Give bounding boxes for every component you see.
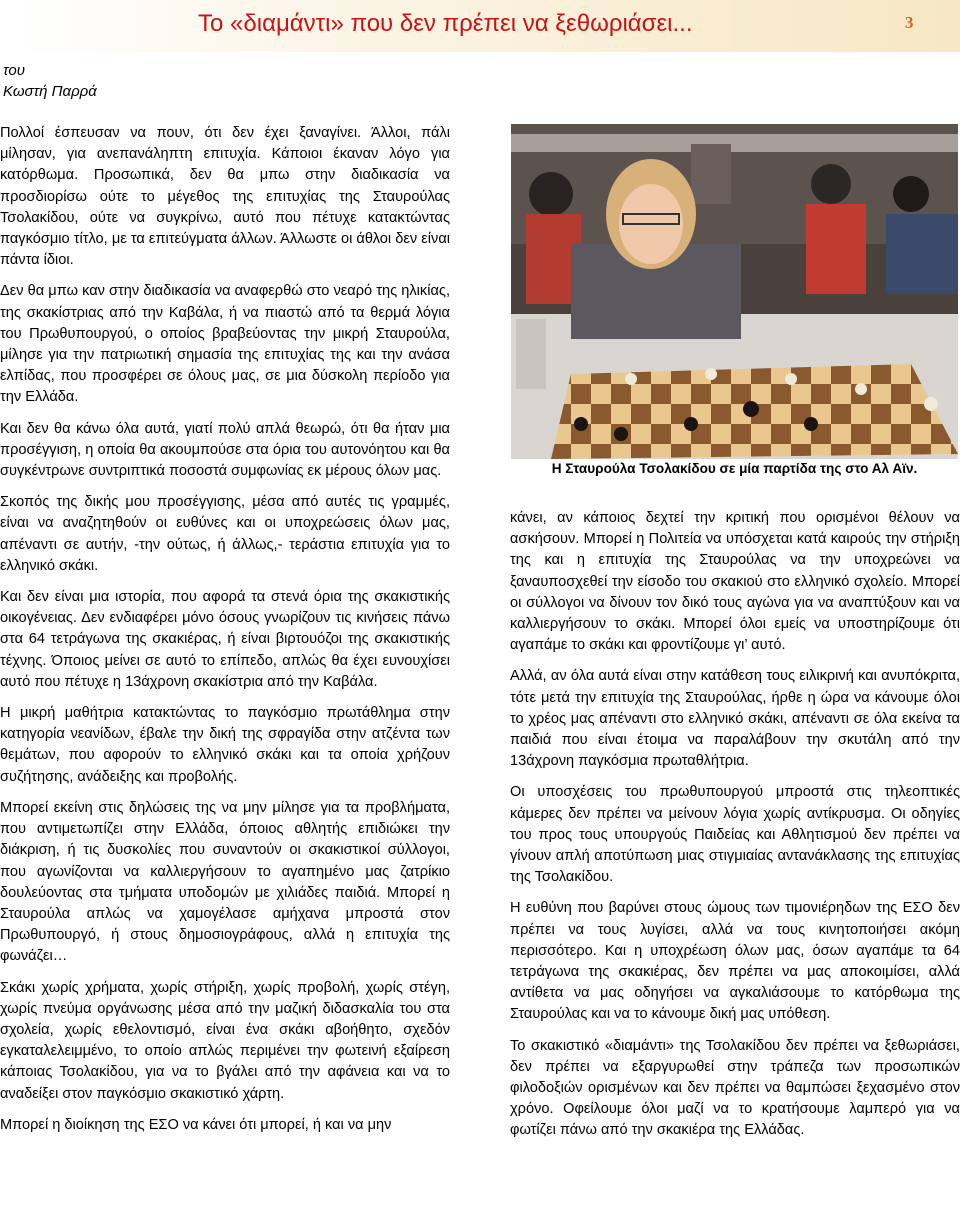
paragraph: Οι υποσχέσεις του πρωθυπουργού μπροστά στις τηλεοπτικές κάμερες δεν πρέπει να μείνουν λόγια χωρίς αντίκρυσμα. Οι οδηγίες του προς τους υπουργούς Παιδείας και Αθλητισμού δεν πρέπει να γίνουν απλή αποτύπωση μιας στιγμιαίας αντανάκλασης της επιτυχίας της Τσολακίδου. — [510, 784, 960, 886]
chess-photo — [511, 124, 958, 459]
paragraph: Μπορεί εκείνη στις δηλώσεις της να μην μίλησε για τα προβλήματα, που αντιμετωπίζει στην Ελλάδα, όποιος αθλητής επιδιώκει την διάκριση, ή τις δυσκολίες που συναντούν οι σκακιστικοί σύλλογοι, που αγωνίζονται να καλλιεργήσουν το αγαπημένο μας ζατρίκιο δουλεύοντας στα τμήματα υποδομών με χιλιάδες παιδιά. Μπορεί η Σταυρούλα απλώς να χαμογέλασε αμήχανα μπροστά στον Πρωθυπουργό, ή στους δημοσιογράφους, αλλά η επιτυχία της φωνάζει… — [0, 799, 450, 965]
paragraph: Πολλοί έσπευσαν να πουν, ότι δεν έχει ξαναγίνει. Άλλοι, πάλι μίλησαν, για ανεπανάληπτη επιτυχία. Κάποιοι έκαναν λόγο για κατόρθωμα. Προσωπικά, δεν θα μπω στην διαδικασία να προσδιορίσω ούτε το μέγεθος της επιτυχίας της Σταυρούλας Τσολακίδου, ούτε να συγκρίνω, αυτό που πέτυχε κατακτώντας παγκόσμιο τίτλο, με τα επιτεύγματα άλλων. Άλλωστε οι άθλοι δεν είναι πάντα ίδιοι. — [0, 125, 450, 269]
paragraph: Και δεν θα κάνω όλα αυτά, γιατί πολύ απλά θεωρώ, ότι θα ήταν μια προσέγγιση, η οποία θα ακουμπούσε στα όρια του αυτονόητου και θα συγκέντρωνε συντριπτικά ποσοστά συμφωνίας εκ μέρους όλων μας. — [0, 420, 450, 480]
paragraph: Δεν θα μπω καν στην διαδικασία να αναφερθώ στο νεαρό της ηλικίας, της σκακίστριας από την Καβάλα, ή να πιαστώ από τα θερμά λόγια του Πρωθυπουργού, ο οποίος βραβεύοντας την μικρή Σταυρούλα, μίλησε για την πατριωτική σημασία της επιτυχίας της και την ανάσα ελπίδας, που προσφέρει σε όλους μας, σε μια δύσκολη περίοδο για την Ελλάδα. — [0, 283, 450, 406]
paragraph: Σκάκι χωρίς χρήματα, χωρίς στήριξη, χωρίς προβολή, χωρίς στέγη, χωρίς πνεύμα οργάνωσης μέσα από την μαζική διδασκαλία του στα σχολεία, χωρίς εθελοντισμό, είναι ένα σκάκι αβοήθητο, σχεδόν εγκαταλελειμμένο, το οποίο απλώς περιμένει την φωτεινή εξαίρεση κάποιας Τσολακίδου, για να το βγάλει από την αφάνεια και να το αναδείξει στον παγκόσμιο σκακιστικό χάρτη. — [0, 979, 450, 1102]
paragraph: Αλλά, αν όλα αυτά είναι στην κατάθεση τους ειλικρινή και ανυπόκριτα, τότε μετά την επιτυχία της Σταυρούλας, ήρθε η ώρα να κάνουμε όλοι το χρέος μας απέναντι στο ελληνικό σκάκι, απέναντι σε όλα εκείνα τα παιδιά που είναι έτοιμα να παραλάβουν την σκυτάλη από την 13άχρονη παγκόσμια πρωταθλήτρια. — [510, 668, 960, 770]
page-number: 3 — [905, 13, 914, 32]
author-name: Κωστή Παρρά — [3, 83, 97, 100]
article-column-left — [0, 123, 450, 1146]
paragraph: Η ευθύνη που βαρύνει στους ώμους των τιμονιέρηδων της ΕΣΟ δεν πρέπει να τους λυγίσει, αλλά να τους κινητοποιήσει ακόμη περισσότερο. Και η υποχρέωση όλων μας, όσων αγαπάμε τα 64 τετράγωνα της σκακιέρας, δεν πρέπει να μας αποκοιμίσει, αλλά αντίθετα να μας οδηγήσει να αγκαλιάσουμε το κατόρθωμα της Σταυρούλας και να το κάνουμε δική μας υπόθεση. — [510, 900, 960, 1023]
author-prefix: του — [3, 62, 25, 79]
paragraph: Μπορεί η διοίκηση της ΕΣΟ να κάνει ότι μπορεί, ή και να μην — [0, 1116, 392, 1133]
paragraph: Σκοπός της δικής μου προσέγγισης, μέσα από αυτές τις γραμμές, είναι να αναζητηθούν οι ευθύνες και οι υποχρεώσεις όλων μας, απέναντι σε αυτήν, -την ούτως, ή άλλως,- τεράστια επιτυχία για το ελληνικό σκάκι. — [0, 494, 450, 574]
paragraph: κάνει, αν κάποιος δεχτεί την κριτική που ορισμένοι θέλουν να ασκήσουν. Μπορεί η Πολιτεία να υπόσχεται κατά καιρούς την στήριξη της και η επιτυχία της Σταυρούλας να την υποχρεώνει να ξαναυποσχεθεί την είσοδο του σκακιού στο ελληνικό σχολείο. Μπορεί οι σύλλογοι να δίνουν τον δικό τους αγώνα για να αναπτύξουν και να καλλιεργήσουν το σκάκι. Μπορεί όλοι εμείς να υποστηρίζουμε ότι αγαπάμε το σκάκι και φροντίζουμε γι’ αυτό. — [510, 510, 960, 654]
chess-photo-illustration — [511, 124, 958, 459]
page-title: Το «διαμάντι» που δεν πρέπει να ξεθωριάσει... — [198, 10, 693, 37]
article-column-right — [510, 508, 960, 1152]
photo-caption: Η Σταυρούλα Τσολακίδου σε μία παρτίδα της στο Αλ Αϊν. — [551, 461, 918, 476]
paragraph: Το σκακιστικό «διαμάντι» της Τσολακίδου δεν πρέπει να ξεθωριάσει, δεν πρέπει να εξαργυρωθεί στην τράπεζα των προσωπικών φιλοδοξιών ορισμένων και δεν πρέπει να θαμπώσει ξεχασμένο στον χρόνο. Οφείλουμε όλοι μαζί να το κρατήσουμε λαμπερό για να φωτίζει πάνω από την σκακιέρα της Ελλάδας. — [510, 1037, 960, 1139]
author-byline — [3, 60, 97, 102]
paragraph: Και δεν είναι μια ιστορία, που αφορά τα στενά όρια της σκακιστικής οικογένειας. Δεν ενδιαφέρει μόνο όσους γνωρίζουν τις κινήσεις πάνω στα 64 τετράγωνα της σκακιέρας, ή είναι βιρτουόζοι της σκακιστικής τέχνης. Όποιος μείνει σε αυτό το επίπεδο, απλώς θα έχει ευνουχίσει αυτό που πέτυχε η 13άχρονη σκακίστρια από την Καβάλα. — [0, 589, 450, 690]
paragraph: Η μικρή μαθήτρια κατακτώντας το παγκόσμιο πρωτάθλημα στην κατηγορία νεανίδων, έβαλε την δική της σφραγίδα στην ατζέντα των θεμάτων, που αφορούν το ελληνικό σκάκι και τα οποία χρήζουν συζήτησης, ανάδειξης και προβολής. — [0, 705, 450, 785]
